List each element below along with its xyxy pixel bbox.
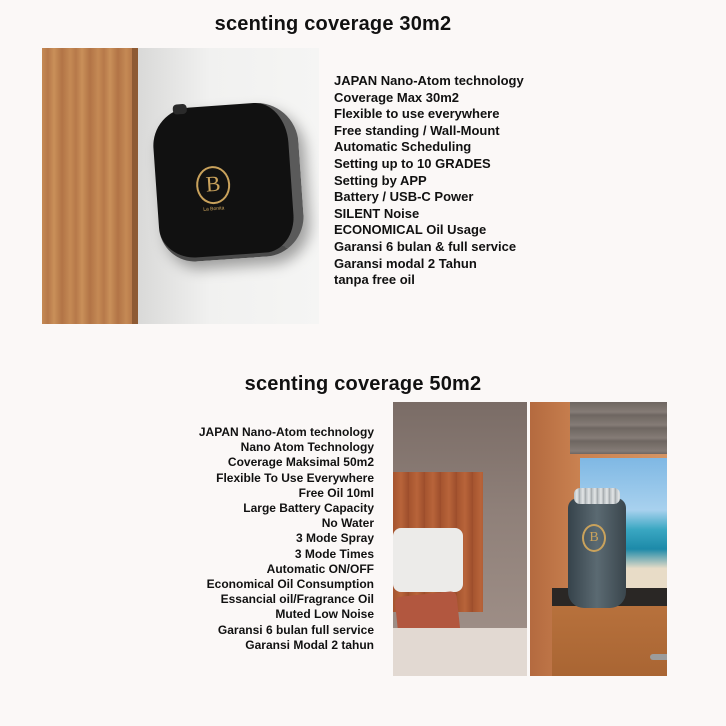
section-2-spec-item: Garansi 6 bulan full service <box>217 622 374 637</box>
wood-panel <box>42 48 137 324</box>
section-1-spec-item: tanpa free oil <box>334 272 415 288</box>
window-blind <box>570 402 667 454</box>
pillow <box>393 528 463 592</box>
section-2-spec-item: Nano Atom Technology <box>240 440 374 455</box>
section-1-spec-item: Garansi 6 bulan & full service <box>334 238 517 254</box>
bed <box>393 628 527 676</box>
product-photo-wall-mounted-diffuser <box>42 48 319 324</box>
section-1-spec-item: Coverage Max 30m2 <box>334 89 460 105</box>
section-1-spec-item: Garansi modal 2 Tahun <box>334 255 477 271</box>
section-1-spec-item: Automatic Scheduling <box>334 139 472 155</box>
section-2-spec-item: Essancial oil/Fragrance Oil <box>220 592 374 607</box>
bedroom-photo <box>393 402 527 676</box>
section-1-spec-item: Setting by APP <box>334 172 427 188</box>
drawer-handle <box>650 654 667 660</box>
section-2-spec-item: Automatic ON/OFF <box>266 561 374 576</box>
section-1-spec-item: JAPAN Nano-Atom technology <box>334 73 524 88</box>
section-2-spec-item: Large Battery Capacity <box>243 501 374 516</box>
section-2-spec-item: No Water <box>321 516 374 531</box>
section-2-spec-item: Economical Oil Consumption <box>206 577 374 592</box>
section-1-spec-item: Battery / USB-C Power <box>334 189 474 205</box>
section-1-title: scenting coverage 30m2 <box>214 13 452 35</box>
section-1-spec-item: SILENT Noise <box>334 205 420 221</box>
standing-diffuser-device <box>568 498 626 608</box>
section-1-spec-item: ECONOMICAL Oil Usage <box>334 222 487 238</box>
section-2-spec-item: Muted Low Noise <box>275 607 374 622</box>
section-2-spec-item: Free Oil 10ml <box>298 485 374 500</box>
section-1-spec-list <box>334 73 524 289</box>
nozzle <box>172 104 187 115</box>
wall-diffuser-device <box>151 100 306 264</box>
brand-logo-icon: B <box>195 165 232 205</box>
section-2-title: scenting coverage 50m2 <box>244 373 482 395</box>
section-2-spec-item: 3 Mode Times <box>294 546 374 561</box>
section-2-spec-item: 3 Mode Spray <box>295 531 374 546</box>
section-2-spec-item: Flexible To Use Everywhere <box>216 470 374 485</box>
section-2-spec-item: JAPAN Nano-Atom technology <box>198 425 374 439</box>
section-1-spec-item: Free standing / Wall-Mount <box>334 122 500 138</box>
section-2-spec-list <box>150 425 374 653</box>
brand-text: La Bonita <box>203 205 225 213</box>
diffuser-cap <box>574 488 620 504</box>
section-2-spec-item: Coverage Maksimal 50m2 <box>227 455 374 470</box>
window-photo-standing-diffuser <box>530 402 667 676</box>
section-2-spec-item: Garansi Modal 2 tahun <box>245 637 374 652</box>
section-1-spec-item: Setting up to 10 GRADES <box>334 155 491 171</box>
section-1-spec-item: Flexible to use everywhere <box>334 106 500 122</box>
nightstand <box>552 606 667 676</box>
brand-logo-icon: B <box>582 524 606 552</box>
